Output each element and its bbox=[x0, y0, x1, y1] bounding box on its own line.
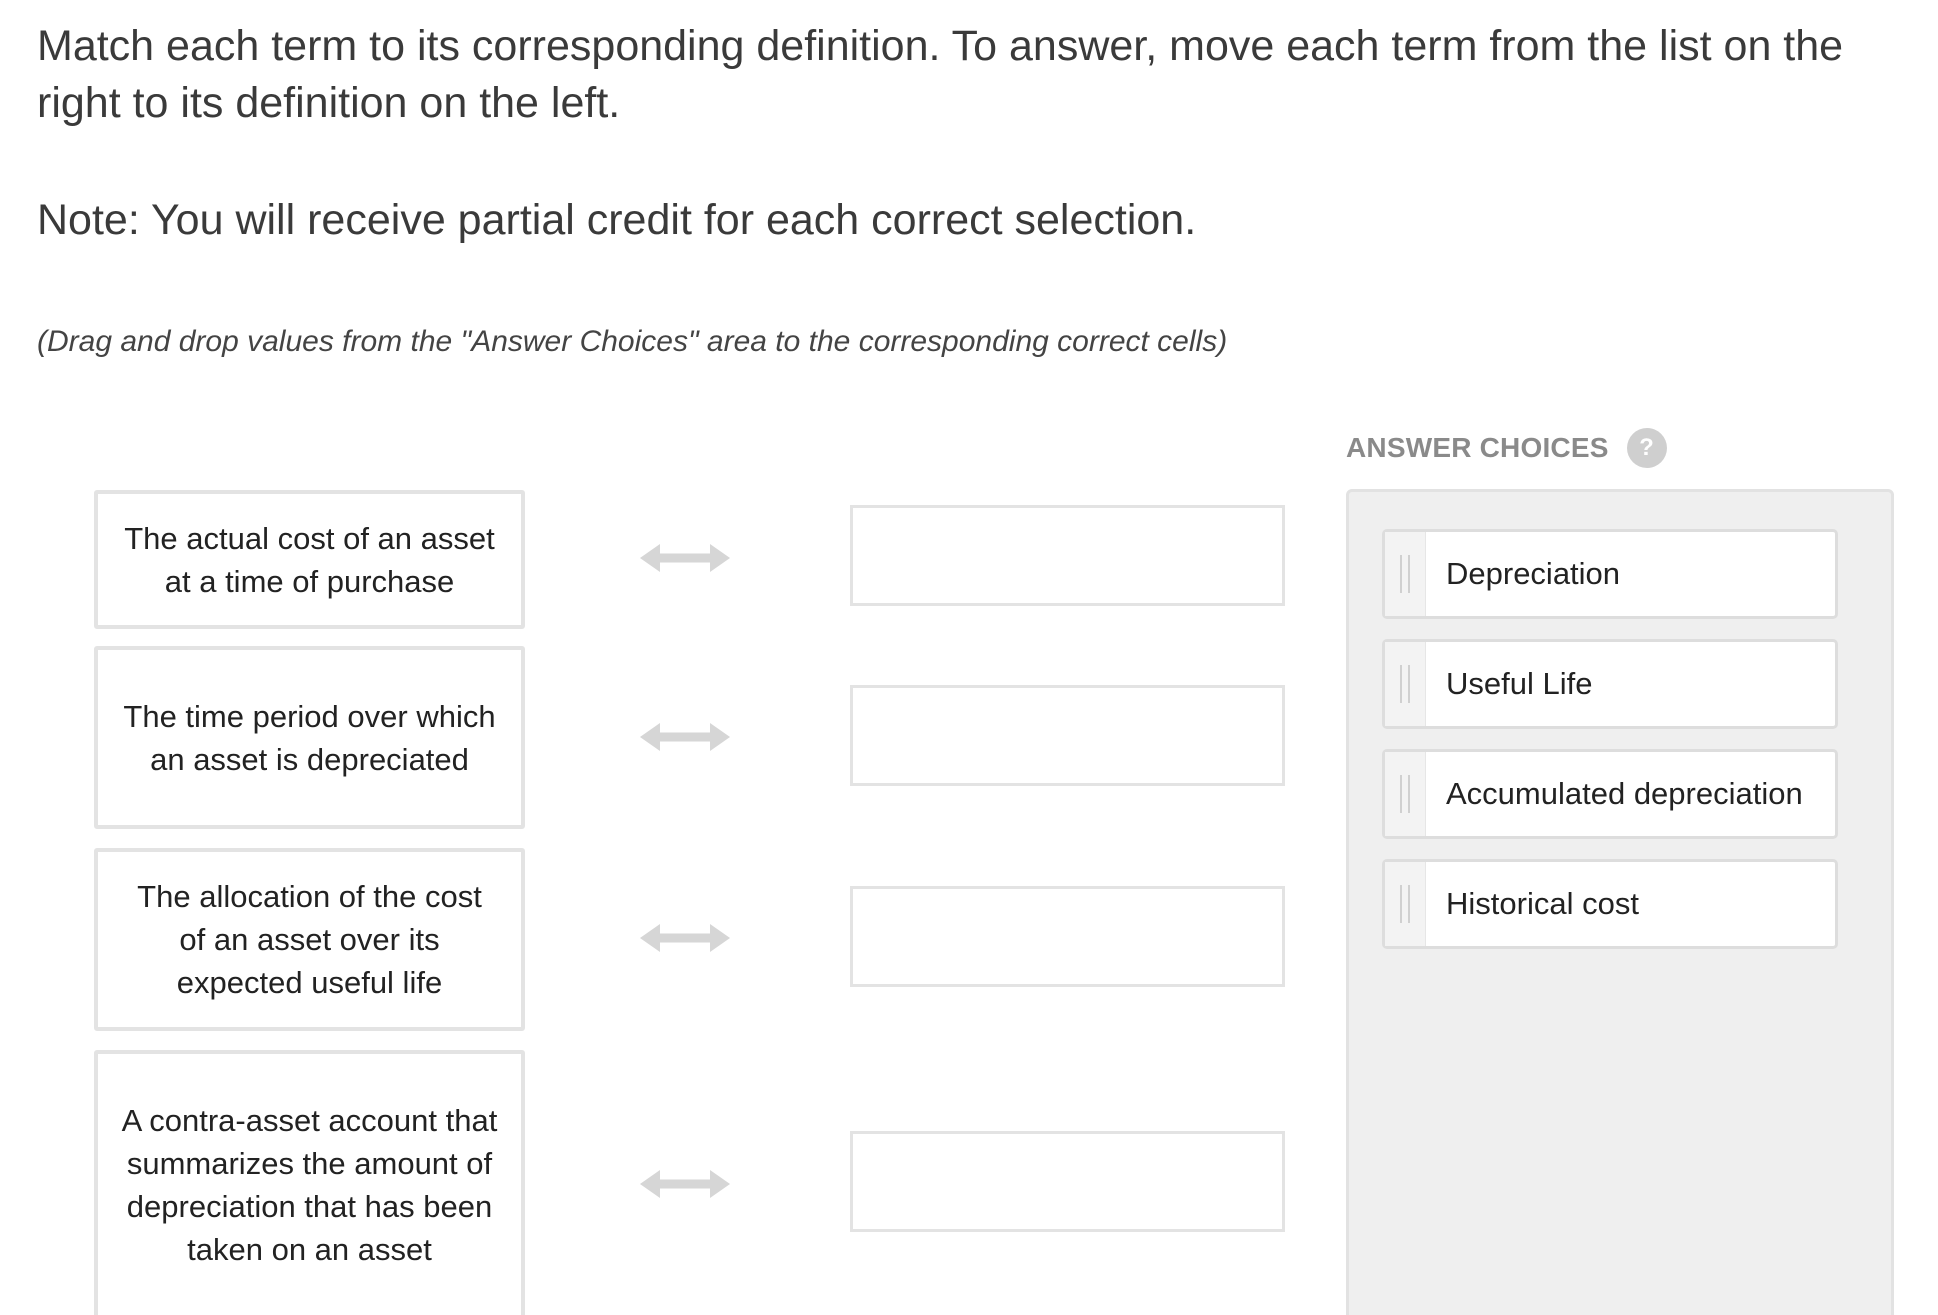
question-instructions: Match each term to its corresponding definition. To answer, move each term from the list on the right to its definition on the left. bbox=[37, 22, 1844, 127]
answer-choice-label: Depreciation bbox=[1446, 556, 1621, 591]
double-arrow-icon bbox=[640, 540, 730, 576]
answer-choices-header bbox=[1346, 428, 1667, 468]
definition-card-1: The actual cost of an asset at a time of purchase bbox=[94, 490, 525, 629]
question-mark-icon[interactable]: ? bbox=[1627, 428, 1667, 468]
answer-choice-accumulated-depreciation[interactable] bbox=[1382, 749, 1838, 839]
definition-card-4: A contra-asset account that summarizes the amount of depreciation that has been taken on an asset bbox=[94, 1050, 525, 1315]
definition-card-2: The time period over which an asset is depreciated bbox=[94, 646, 525, 829]
partial-credit-note: Note: You will receive partial credit for each correct selection. bbox=[37, 196, 1197, 244]
drag-handle-icon[interactable] bbox=[1385, 532, 1426, 616]
drag-drop-hint: (Drag and drop values from the "Answer Choices" area to the corresponding correct cells) bbox=[37, 325, 1228, 358]
drag-handle-icon[interactable] bbox=[1385, 862, 1426, 946]
answer-choice-historical-cost[interactable] bbox=[1382, 859, 1838, 949]
answer-choices-title: ANSWER CHOICES bbox=[1346, 432, 1609, 463]
drop-zone-3[interactable] bbox=[850, 886, 1285, 987]
answer-choice-label: Accumulated depreciation bbox=[1446, 776, 1803, 811]
answer-choice-label: Useful Life bbox=[1446, 666, 1593, 701]
drag-handle-icon[interactable] bbox=[1385, 642, 1426, 726]
answer-choice-useful-life[interactable] bbox=[1382, 639, 1838, 729]
double-arrow-icon bbox=[640, 1166, 730, 1202]
answer-choice-label: Historical cost bbox=[1446, 886, 1639, 921]
double-arrow-icon bbox=[640, 719, 730, 755]
answer-choice-depreciation[interactable] bbox=[1382, 529, 1838, 619]
drop-zone-1[interactable] bbox=[850, 505, 1285, 606]
drop-zone-4[interactable] bbox=[850, 1131, 1285, 1232]
double-arrow-icon bbox=[640, 920, 730, 956]
drag-handle-icon[interactable] bbox=[1385, 752, 1426, 836]
drop-zone-2[interactable] bbox=[850, 685, 1285, 786]
definition-card-3: The allocation of the cost of an asset over its expected useful life bbox=[94, 848, 525, 1031]
